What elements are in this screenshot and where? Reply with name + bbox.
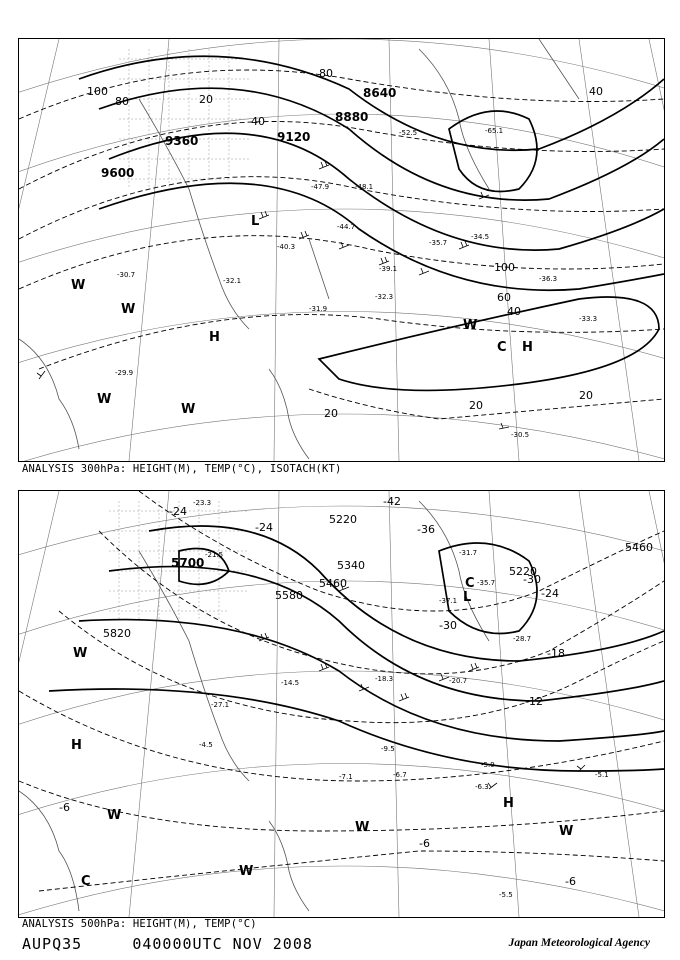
isotherm-label: -42 [383,495,401,508]
station-temp: -48.1 [355,183,374,191]
station-temp: -32.1 [223,277,242,285]
isotach-label: 80 [319,67,333,80]
station-temp: -33.3 [579,315,598,323]
height-label: 8880 [335,110,369,124]
station-temperatures [193,499,609,899]
isotherm-label: -18 [547,647,565,660]
longitude-lines [19,491,664,917]
station-temp: -6.3 [475,783,489,791]
low-center-symbol: L [251,214,260,229]
high-center-symbol: H [503,796,514,811]
agency-credit: Japan Meteorological Agency [508,937,650,949]
warm-center-symbol: W [181,402,196,417]
warm-center-symbol: W [73,646,88,661]
station-temp: -31.9 [309,305,328,313]
station-temp: -29.9 [115,369,134,377]
station-temp: -47.9 [311,183,330,191]
wind-barbs [259,584,585,789]
isotherm-label: -30 [439,619,457,632]
map-500hpa-svg [19,491,664,917]
warm-center-symbol: W [355,820,370,835]
isotherm-label: -24 [255,521,273,534]
height-label: 5220 [329,513,357,526]
high-center-symbol: H [522,340,533,355]
station-temp: -35.7 [429,239,448,247]
height-label: 9120 [277,130,311,144]
station-temp: -7.1 [339,773,353,781]
station-temp: -20.7 [449,677,468,685]
station-temp: -4.5 [199,741,213,749]
isotherm-label: -12 [525,695,543,708]
map-300hpa-svg [19,39,664,461]
station-temperatures [115,127,597,439]
warm-center-symbol: W [121,302,136,317]
warm-center-symbol: W [97,392,112,407]
station-temp: -5.9 [481,761,495,769]
station-temp: -6.7 [393,771,407,779]
cold-center-symbol: C [81,874,91,889]
height-label: 9600 [101,166,135,180]
station-temp: -5.1 [595,771,609,779]
isotach-label: 100 [87,85,108,98]
station-temp: -30.5 [511,431,530,439]
isotherm-label: -6 [565,875,576,888]
station-temp: -30.7 [117,271,136,279]
station-temp: -9.5 [381,745,395,753]
chart-identifier [22,935,313,953]
valid-time: 040000UTC NOV 2008 [132,935,313,953]
station-temp: -36.3 [539,275,558,283]
height-label: 5220 [509,565,537,578]
warm-center-symbol: W [71,278,86,293]
station-temp: -65.1 [485,127,504,135]
isotherm-label: -6 [59,801,70,814]
isotherm-label: -24 [541,587,559,600]
map-panel-300hpa [18,38,665,462]
caption-500hpa: ANALYSIS 500hPa: HEIGHT(M), TEMP(°C) [22,918,257,930]
station-temp: -35.7 [477,579,496,587]
isotherm-label: -6 [419,837,430,850]
low-center-symbol: L [463,590,472,605]
station-temp: -34.5 [471,233,490,241]
height-label: 5700 [171,556,205,570]
isotach-label: 80 [115,95,129,108]
station-temp: -23.3 [193,499,212,507]
height-label: 9360 [165,134,199,148]
isotherm-label: -36 [417,523,435,536]
station-temp: -21.5 [205,551,224,559]
cold-center-symbol: C [465,576,475,591]
isotherm-label: -30 [523,573,541,586]
height-label: 5340 [337,559,365,572]
high-center-symbol: H [209,330,220,345]
station-temp: -27.1 [211,701,230,709]
warm-center-symbol: W [107,808,122,823]
isotach-label: 20 [469,399,483,412]
high-center-symbol: H [71,738,82,753]
station-temp: -5.5 [499,891,513,899]
isotach-label: 20 [199,93,213,106]
caption-300hpa: ANALYSIS 300hPa: HEIGHT(M), TEMP(°C), ISOTACH(KT) [22,463,342,475]
height-label: 5460 [625,541,653,554]
station-temp: -44.7 [337,223,356,231]
isotach-label: 40 [589,85,603,98]
warm-center-symbol: W [239,864,254,879]
isotach-label: 100 [494,261,515,274]
station-temp: -40.3 [277,243,296,251]
warm-center-symbol: W [559,824,574,839]
height-label: 5460 [319,577,347,590]
isotach-label: 40 [251,115,265,128]
station-temp: -31.7 [459,549,478,557]
station-temp: -52.5 [399,129,418,137]
station-temp: -14.5 [281,679,300,687]
station-temp: -32.3 [375,293,394,301]
station-temp: -28.7 [513,635,532,643]
isotach-label: 20 [579,389,593,402]
cold-center-symbol: C [497,340,507,355]
station-temp: -39.1 [379,265,398,273]
height-label: 5580 [275,589,303,602]
height-label: 8640 [363,86,397,100]
isotherm-label: -24 [169,505,187,518]
isotach-label: 40 [507,305,521,318]
map-panel-500hpa [18,490,665,918]
chart-code: AUPQ35 [22,935,83,953]
isotach-label: 20 [324,407,338,420]
height-contours [79,56,664,390]
height-label: 5820 [103,627,131,640]
station-temp: -18.3 [375,675,394,683]
isotach-label: 60 [497,291,511,304]
warm-center-symbol: W [463,318,478,333]
station-temp: -37.1 [439,597,458,605]
